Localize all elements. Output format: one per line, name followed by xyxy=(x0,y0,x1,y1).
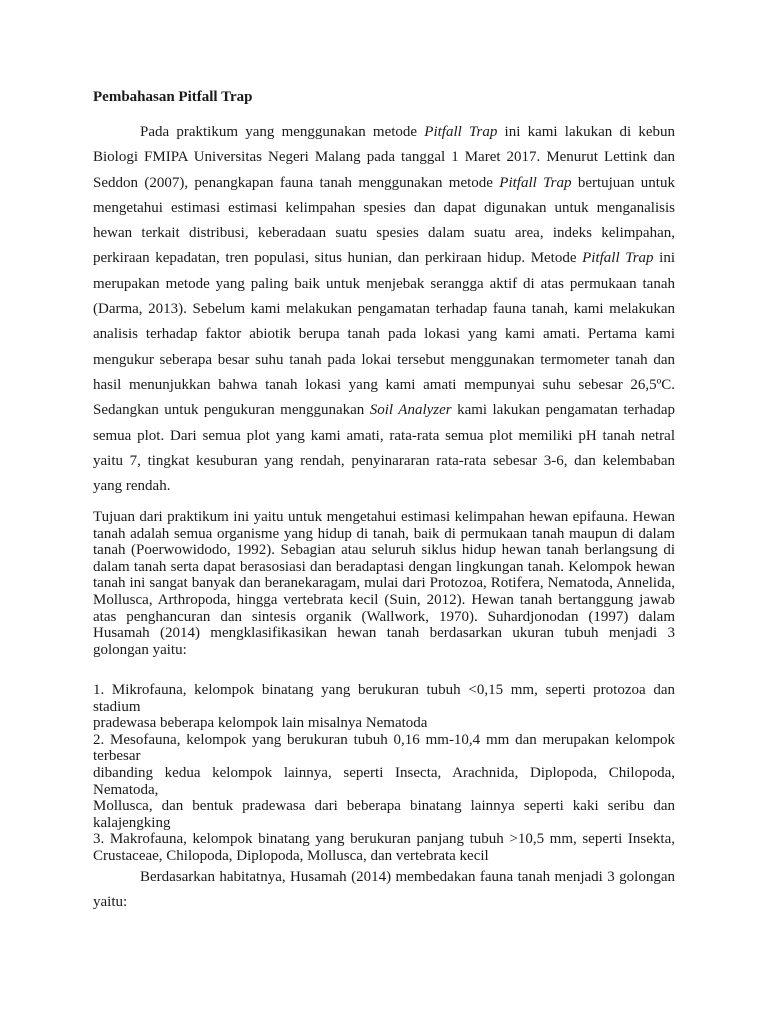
para1-italic-4: Soil Analyzer xyxy=(369,402,452,419)
list-line: Crustaceae, Chilopoda, Diplopoda, Mollusca, dan vertebrata kecil xyxy=(93,847,489,864)
paragraph-pitfall-method xyxy=(93,120,675,499)
para1-text-3: bertujuan untuk mengetahui estimasi estimasi kelimpahan spesies dan dapat digunakan untuk menganalisis hewan terkait distribusi, keberadaan suatu spesies dalam suatu area, indeks kelimpahan, perkiraan kepadatan, tren populasi, situs hunian, dan perkiraan hidup. Metode xyxy=(93,174,675,267)
classification-list xyxy=(93,682,675,865)
list-line: stadium xyxy=(93,698,141,715)
list-line: dibanding kedua kelompok lainnya, seperti Insecta, Arachnida, Diplopoda, Chilopoda, xyxy=(93,764,675,781)
list-line: 2. Mesofauna, kelompok yang berukuran tubuh 0,16 mm-10,4 mm dan merupakan kelompok xyxy=(93,731,675,748)
para1-text-4: ini merupakan metode yang paling baik untuk menjebak serangga aktif di atas permukaan tanah (Darma, 2013). Sebelum kami melakukan pengamatan terhadap fauna tanah, kami melakukan analisis terhadap faktor abiotik berupa tanah pada lokasi yang kami amati. Pertama kami mengukur seberapa besar suhu tanah pada lokai tersebut menggunakan termometer tanah dan hasil menunjukkan bahwa tanah lokasi yang kami amati mempunyai suhu sebesar 26,5ºC. Sedangkan untuk pengukuran menggunakan xyxy=(93,250,675,419)
list-line: Mollusca, dan bentuk pradewasa dari beberapa binatang lainnya seperti kaki seribu dan xyxy=(93,798,675,815)
list-line: terbesar xyxy=(93,748,141,765)
list-line: 3. Makrofauna, kelompok binatang yang berukuran panjang tubuh >10,5 mm, seperti Insekta, xyxy=(93,831,675,848)
para1-italic-1: Pitfall Trap xyxy=(424,124,498,140)
para1-text-2: ini kami lakukan di kebun Biologi FMIPA Universitas Negeri Malang pada tanggal 1 Maret 2017. Menurut Lettink dan Seddon (2007), penangkapan fauna tanah menggunakan metode xyxy=(93,124,675,191)
para1-text-5: kami lakukan pengamatan terhadap semua plot. Dari semua plot yang kami amati, rata-rata semua plot memiliki pH tanah netral yaitu 7, tingkat kesuburan yang rendah, penyinararan rata-rata sebesar 3-6, dan kelembaban yang rendah. xyxy=(93,402,676,495)
para1-italic-3: Pitfall Trap xyxy=(582,250,654,267)
list-line: pradewasa beberapa kelompok lain misalnya Nematoda xyxy=(93,715,428,732)
document-title: Pembahasan Pitfall Trap xyxy=(93,89,253,105)
paragraph-habitat: Berdasarkan habitatnya, Husamah (2014) membedakan fauna tanah menjadi 3 golongan yaitu: xyxy=(93,869,675,910)
para1-italic-2: Pitfall Trap xyxy=(499,174,572,191)
list-line: Nematoda, xyxy=(93,781,159,798)
para1-text-1: Pada praktikum yang menggunakan metode xyxy=(140,124,425,140)
paragraph-soil-fauna: Tujuan dari praktikum ini yaitu untuk mengetahui estimasi kelimpahan hewan epifauna. Hewan tanah adalah semua organisme yang hidup di tanah, baik di permukaan tanah maupun di dalam tanah (Poerwowidodo, 1992). Sebagian atau seluruh siklus hidup hewan tanah berlangsung di dalam tanah serta dapat berasosiasi dan beradaptasi dengan lingkungan tanah. Kelompok hewan tanah ini sangat banyak dan beranekaragam, mulai dari Protozoa, Rotifera, Nematoda, Annelida, Mollusca, Arthropoda, hingga vertebrata kecil (Suin, 2012). Hewan tanah bertanggung jawab atas penghancuran dan sintesis organik (Wallwork, 1970). Suhardjonodan (1997) dalam Husamah (2014) mengklasifikasikan hewan tanah berdasarkan ukuran tubuh menjadi 3 golongan yaitu: xyxy=(93,509,675,658)
list-line: 1. Mikrofauna, kelompok binatang yang berukuran tubuh <0,15 mm, seperti protozoa dan xyxy=(93,682,675,698)
list-line: kalajengking xyxy=(93,814,171,831)
